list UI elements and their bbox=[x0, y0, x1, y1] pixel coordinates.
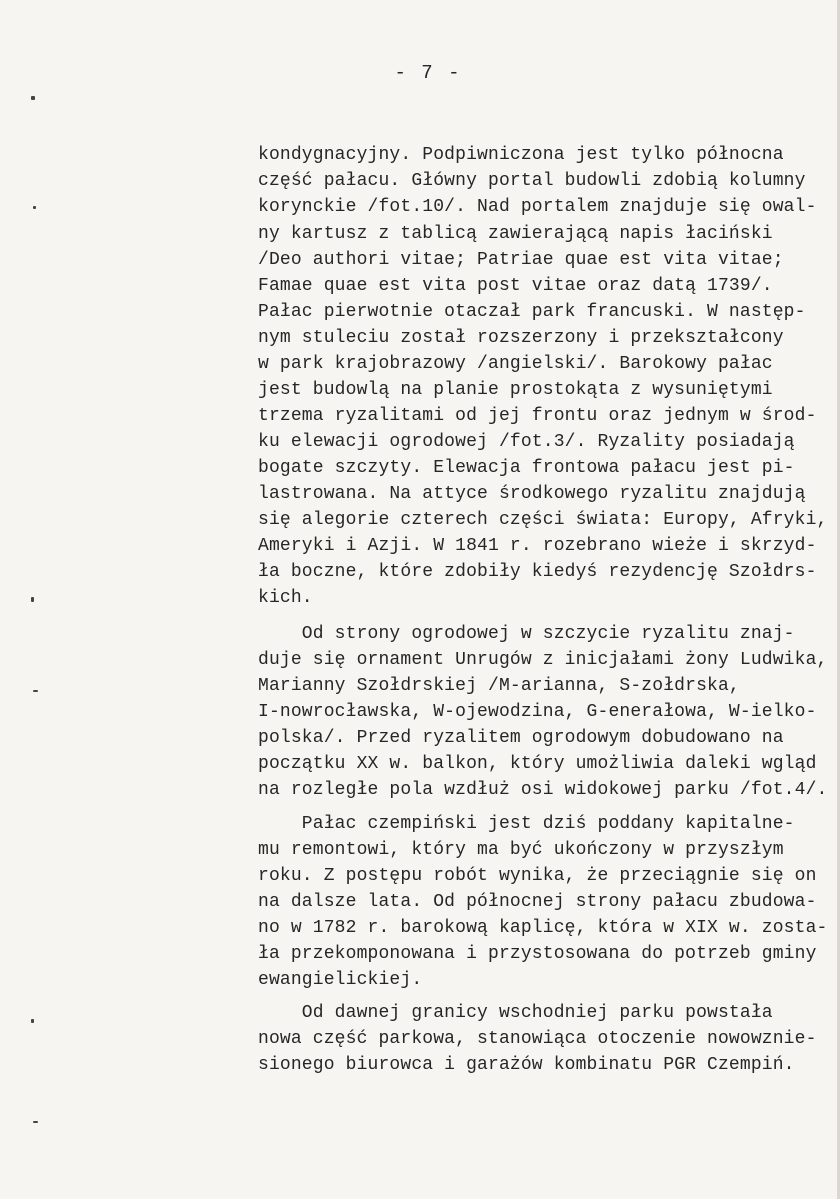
margin-mark bbox=[33, 690, 38, 692]
text-line: no w 1782 r. barokową kaplicę, która w XIX w. zosta- bbox=[258, 918, 828, 938]
text-line: ku elewacji ogrodowej /fot.3/. Ryzality posiadają bbox=[258, 432, 795, 452]
text-line: nowa część parkowa, stanowiąca otoczenie nowowznie- bbox=[258, 1029, 817, 1049]
text-line: kich. bbox=[258, 588, 313, 608]
text-line: korynckie /fot.10/. Nad portalem znajduje się owal- bbox=[258, 197, 817, 217]
margin-mark bbox=[33, 1121, 38, 1123]
text-line: w park krajobrazowy /angielski/. Barokowy pałac bbox=[258, 354, 773, 374]
text-line: na dalsze lata. Od północnej strony pałacu zbudowa- bbox=[258, 892, 817, 912]
text-line: lastrowana. Na attyce środkowego ryzalitu znajdują bbox=[258, 484, 806, 504]
text-line: ewangielickiej. bbox=[258, 970, 423, 990]
text-line: na rozległe pola wzdłuż osi widokowej parku /fot.4/. bbox=[258, 780, 828, 800]
text-line: ła przekomponowana i przystosowana do potrzeb gminy bbox=[258, 944, 817, 964]
text-line: Ameryki i Azji. W 1841 r. rozebrano wieże i skrzyd- bbox=[258, 536, 817, 556]
text-line: roku. Z postępu robót wynika, że przeciągnie się on bbox=[258, 866, 817, 886]
text-line: Od strony ogrodowej w szczycie ryzalitu znaj- bbox=[258, 624, 795, 644]
text-line: Pałac czempiński jest dziś poddany kapitalne- bbox=[258, 814, 795, 834]
margin-mark bbox=[31, 597, 34, 602]
text-line: Pałac pierwotnie otaczał park francuski. W następ- bbox=[258, 302, 806, 322]
text-line: sionego biurowca i garażów kombinatu PGR Czempiń. bbox=[258, 1055, 795, 1075]
text-line: Marianny Szołdrskiej /M-arianna, S-zołdrska, bbox=[258, 676, 740, 696]
text-line: kondygnacyjny. Podpiwniczona jest tylko północna bbox=[258, 145, 784, 165]
text-line: duje się ornament Unrugów z inicjałami żony Ludwika, bbox=[258, 650, 828, 670]
text-line: nym stuleciu został rozszerzony i przekształcony bbox=[258, 328, 784, 348]
text-line: mu remontowi, który ma być ukończony w przyszłym bbox=[258, 840, 784, 860]
text-line: trzema ryzalitami od jej frontu oraz jednym w środ- bbox=[258, 406, 817, 426]
page-number: - 7 - bbox=[394, 62, 462, 84]
margin-mark bbox=[31, 96, 35, 100]
text-line: polska/. Przed ryzalitem ogrodowym dobudowano na bbox=[258, 728, 784, 748]
text-line: ny kartusz z tablicą zawierającą napis łaciński bbox=[258, 224, 773, 244]
text-line: Famae quae est vita post vitae oraz datą 1739/. bbox=[258, 276, 773, 296]
text-line: jest budowlą na planie prostokąta z wysuniętymi bbox=[258, 380, 773, 400]
text-line: I-nowrocławska, W-ojewodzina, G-enerałowa, W-ielko- bbox=[258, 702, 817, 722]
margin-mark bbox=[33, 206, 36, 209]
margin-mark bbox=[31, 1019, 34, 1023]
text-line: początku XX w. balkon, który umożliwia daleki wgląd bbox=[258, 754, 817, 774]
text-line: bogate szczyty. Elewacja frontowa pałacu jest pi- bbox=[258, 458, 795, 478]
text-line: część pałacu. Główny portal budowli zdobią kolumny bbox=[258, 171, 806, 191]
text-line: ła boczne, które zdobiły kiedyś rezydencję Szołdrs- bbox=[258, 562, 817, 582]
text-line: się alegorie czterech części świata: Europy, Afryki, bbox=[258, 510, 828, 530]
text-line: /Deo authori vitae; Patriae quae est vita vitae; bbox=[258, 250, 784, 270]
text-line: Od dawnej granicy wschodniej parku powstała bbox=[258, 1003, 773, 1023]
